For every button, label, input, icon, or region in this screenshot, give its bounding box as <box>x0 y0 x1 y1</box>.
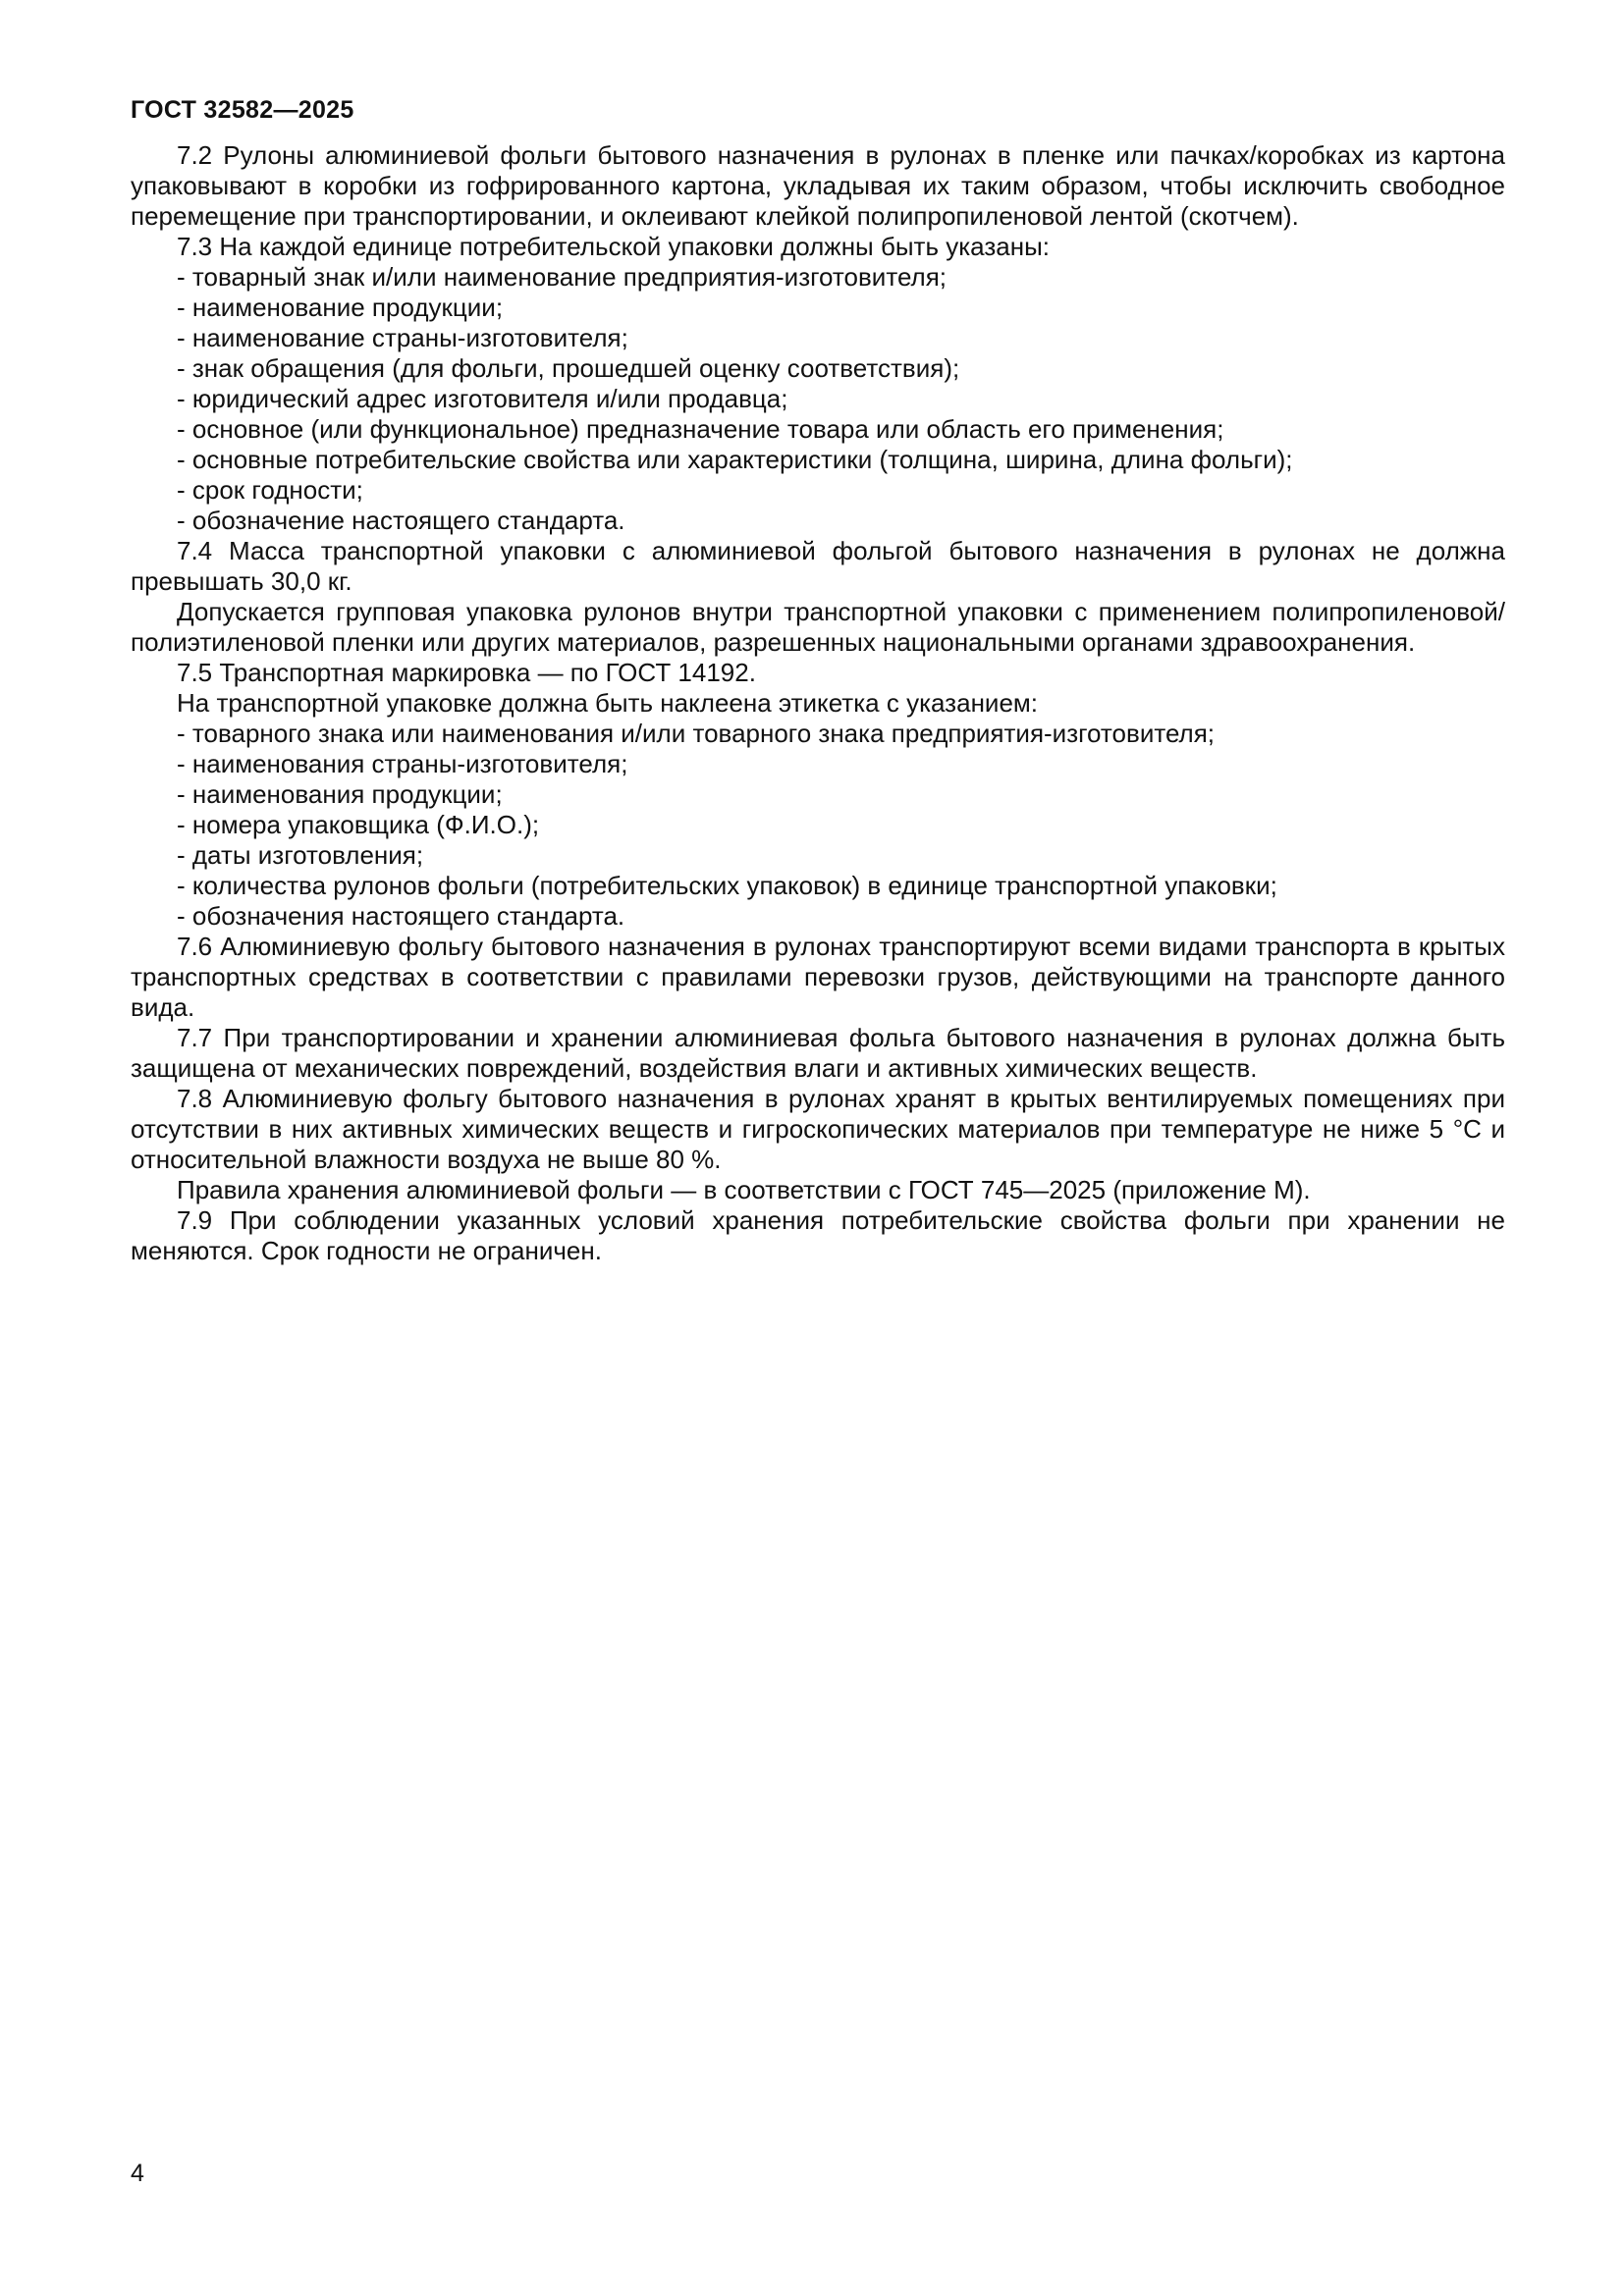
paragraph: 7.2 Рулоны алюминиевой фольги бытового назначения в рулонах в пленке или пачках/коробках из картона упаковывают в коробки из гофрированного картона, укладывая их таким образом, чтобы исключить свободное перемещение при транспортировании, и оклеивают клейкой полипропиленовой лентой (скотчем). <box>131 140 1505 231</box>
paragraph: 7.5 Транспортная маркировка — по ГОСТ 14192. <box>177 658 756 687</box>
list-item: - обозначения настоящего стандарта. <box>177 901 625 931</box>
list-item: - обозначение настоящего стандарта. <box>177 506 625 535</box>
paragraph: Правила хранения алюминиевой фольги — в соответствии с ГОСТ 745—2025 (приложение М). <box>177 1175 1311 1204</box>
paragraph: 7.3 На каждой единице потребительской упаковки должны быть указаны: <box>177 232 1050 261</box>
list-item: - товарного знака или наименования и/или товарного знака предприятия-изготовителя; <box>177 719 1216 748</box>
list-item: - товарный знак и/или наименование предприятия-изготовителя; <box>177 262 947 292</box>
paragraph: 7.8 Алюминиевую фольгу бытового назначения в рулонах хранят в крытых вентилируемых помещениях при отсутствии в них активных химических веществ и гигроскопических материалов при температуре не ниже 5 °С и относительной влажности воздуха не выше 80 %. <box>131 1084 1505 1174</box>
paragraph: На транспортной упаковке должна быть наклеена этикетка с указанием: <box>177 688 1039 718</box>
list-item: - количества рулонов фольги (потребительских упаковок) в единице транспортной упаковки; <box>177 871 1277 900</box>
page-number: 4 <box>131 2160 144 2187</box>
list-item: - основное (или функциональное) предназначение товара или область его применения; <box>177 414 1224 444</box>
list-item: - номера упаковщика (Ф.И.О.); <box>177 810 540 839</box>
list-item: - основные потребительские свойства или характеристики (толщина, ширина, длина фольги); <box>177 445 1293 474</box>
list-item: - даты изготовления; <box>177 840 424 870</box>
list-item: - наименование продукции; <box>177 293 504 322</box>
list-item: - наименования страны-изготовителя; <box>177 749 628 778</box>
paragraph: 7.9 При соблюдении указанных условий хранения потребительские свойства фольги при хранении не меняются. Срок годности не ограничен. <box>131 1205 1505 1265</box>
paragraph: 7.6 Алюминиевую фольгу бытового назначения в рулонах транспортируют всеми видами транспорта в крытых транспортных средствах в соответствии с правилами перевозки грузов, действующими на транспорте данного вида. <box>131 932 1505 1022</box>
paragraph: 7.4 Масса транспортной упаковки с алюминиевой фольгой бытового назначения в рулонах не должна превышать 30,0 кг. <box>131 536 1505 596</box>
list-item: - знак обращения (для фольги, прошедшей оценку соответствия); <box>177 353 960 383</box>
list-item: - наименование страны-изготовителя; <box>177 323 628 352</box>
document-body <box>131 140 1505 1266</box>
paragraph: Допускается групповая упаковка рулонов внутри транспортной упаковки с применением полипропиленовой/полиэтиленовой пленки или других материалов, разрешенных национальными органами здравоохранения. <box>131 597 1505 657</box>
list-item: - срок годности; <box>177 475 363 505</box>
list-item: - наименования продукции; <box>177 779 503 809</box>
running-header-doc-number: ГОСТ 32582—2025 <box>131 96 354 124</box>
list-item: - юридический адрес изготовителя и/или продавца; <box>177 384 788 413</box>
paragraph: 7.7 При транспортировании и хранении алюминиевая фольга бытового назначения в рулонах должна быть защищена от механических повреждений, воздействия влаги и активных химических веществ. <box>131 1023 1505 1083</box>
